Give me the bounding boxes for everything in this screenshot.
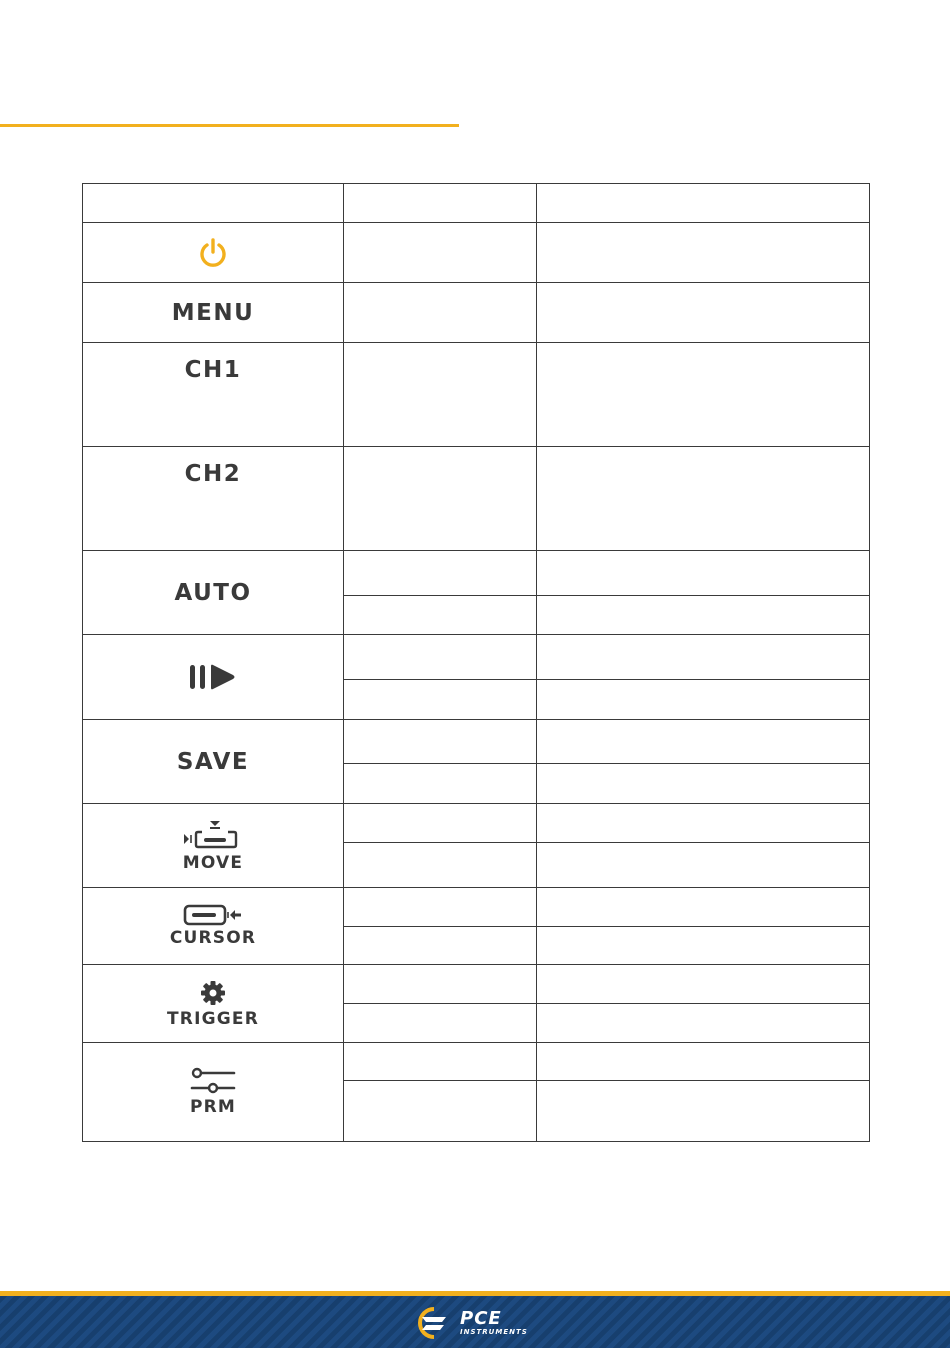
table-row <box>83 804 870 843</box>
function-cell <box>537 1081 870 1142</box>
function-cell <box>537 343 870 447</box>
move-label: MOVE <box>182 852 244 873</box>
table-row <box>83 720 870 764</box>
action-cell <box>344 764 537 804</box>
function-cell <box>537 283 870 343</box>
action-cell <box>344 927 537 965</box>
function-cell <box>537 965 870 1004</box>
table-row <box>83 283 870 343</box>
key-run-stop <box>83 635 344 720</box>
header-cell-action <box>344 184 537 223</box>
function-cell <box>537 1004 870 1043</box>
move-icon <box>182 819 244 851</box>
key-ch2: CH2 <box>83 447 344 551</box>
function-cell <box>537 551 870 596</box>
function-cell <box>537 223 870 283</box>
key-function-table <box>82 183 870 1142</box>
key-save: SAVE <box>83 720 344 804</box>
brand-name: PCE <box>460 1308 502 1329</box>
function-cell <box>537 1043 870 1081</box>
function-cell <box>537 680 870 720</box>
table-row <box>83 447 870 551</box>
action-cell <box>344 1081 537 1142</box>
table-header-row <box>83 184 870 223</box>
function-cell <box>537 927 870 965</box>
table-row <box>83 223 870 283</box>
trigger-label: TRIGGER <box>166 1008 260 1029</box>
table-row <box>83 343 870 447</box>
heading-underline <box>0 124 459 127</box>
action-cell <box>344 965 537 1004</box>
cursor-label: CURSOR <box>169 928 257 948</box>
function-cell <box>537 720 870 764</box>
table-row <box>83 1043 870 1081</box>
action-cell <box>344 283 537 343</box>
action-cell <box>344 804 537 843</box>
cursor-icon <box>183 904 243 926</box>
key-menu: MENU <box>83 283 344 343</box>
function-cell <box>537 447 870 551</box>
action-cell <box>344 1043 537 1081</box>
action-cell <box>344 720 537 764</box>
action-cell <box>344 596 537 635</box>
key-prm <box>83 1043 344 1142</box>
function-cell <box>537 764 870 804</box>
action-cell <box>344 223 537 283</box>
power-icon <box>196 236 230 270</box>
key-trigger <box>83 965 344 1043</box>
table-row <box>83 551 870 596</box>
key-auto: AUTO <box>83 551 344 635</box>
key-power <box>83 223 344 283</box>
function-cell <box>537 843 870 888</box>
sliders-icon <box>190 1067 236 1095</box>
function-cell <box>537 888 870 927</box>
table-row <box>83 888 870 927</box>
key-cursor <box>83 888 344 965</box>
key-ch1: CH1 <box>83 343 344 447</box>
table-row <box>83 965 870 1004</box>
action-cell <box>344 343 537 447</box>
action-cell <box>344 635 537 680</box>
function-cell <box>537 804 870 843</box>
action-cell <box>344 1004 537 1043</box>
brand-subtitle: INSTRUMENTS <box>460 1328 528 1336</box>
action-cell <box>344 680 537 720</box>
action-cell <box>344 447 537 551</box>
pce-logo-icon <box>410 1306 456 1340</box>
function-cell <box>537 635 870 680</box>
action-cell <box>344 888 537 927</box>
page-footer <box>0 1296 950 1348</box>
prm-label: PRM <box>189 1097 237 1117</box>
action-cell <box>344 843 537 888</box>
gear-icon <box>199 979 227 1007</box>
brand-logo <box>410 1306 550 1340</box>
function-cell <box>537 596 870 635</box>
table-row <box>83 635 870 680</box>
run-stop-icon <box>189 664 237 690</box>
header-cell-function <box>537 184 870 223</box>
action-cell <box>344 551 537 596</box>
key-move <box>83 804 344 888</box>
header-cell-key <box>83 184 344 223</box>
